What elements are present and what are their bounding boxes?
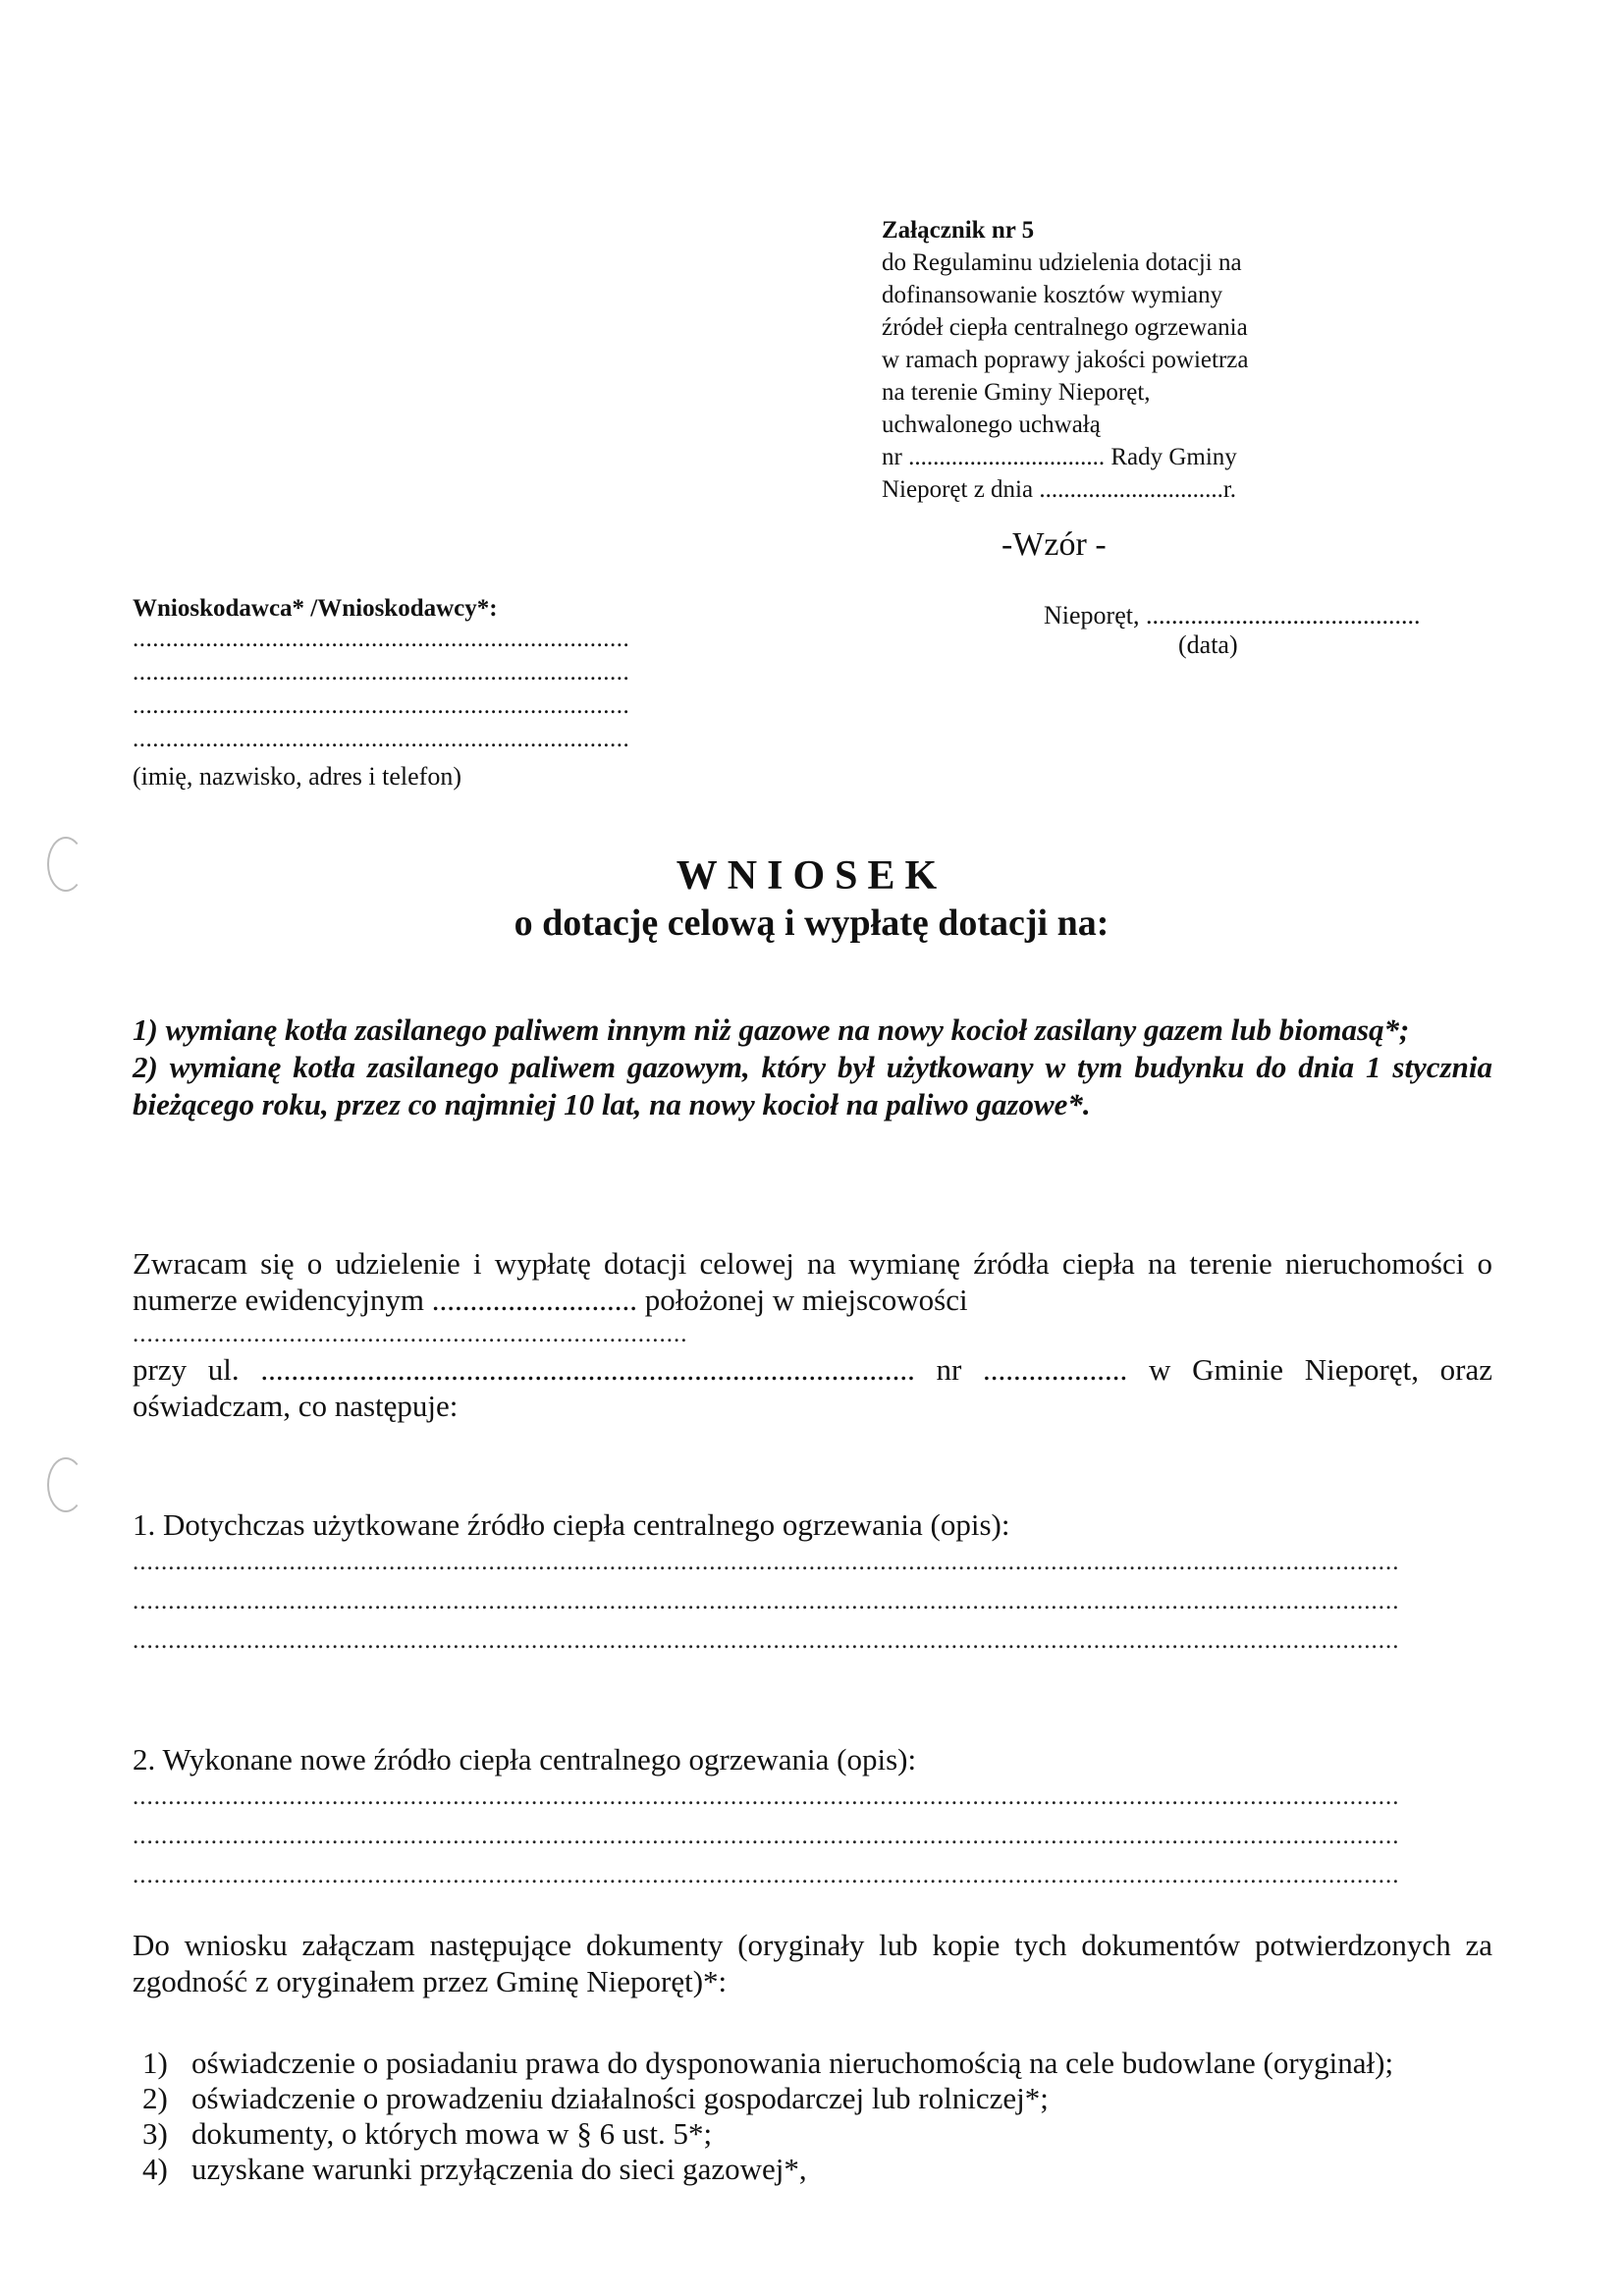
attachment-line: dofinansowanie kosztów wymiany (882, 282, 1223, 308)
document-item: 1) oświadczenie o posiadaniu prawa do dysponowania nieruchomością na cele budowlane (oryginał); (142, 2046, 1394, 2080)
section-current-source (133, 1506, 1492, 1661)
section-heading: 1. Dotychczas użytkowane źródło ciepła centralnego ogrzewania (opis): (133, 1507, 1010, 1542)
request-paragraph (133, 1245, 1492, 1424)
applicant-block (133, 595, 629, 792)
purpose-list (133, 1011, 1492, 1123)
attachment-line: Nieporęt z dnia ..............................r. (882, 476, 1237, 503)
section-dots: .................................................................................................................................................................................. (133, 1862, 1400, 1888)
applicant-heading: Wnioskodawca* /Wnioskodawcy*: (133, 595, 498, 622)
place-date (1044, 601, 1420, 660)
purpose-item: 1) wymianę kotła zasilanego paliwem innym niż gazowe na nowy kocioł zasilany gazem lub biomasą*; (133, 1012, 1410, 1047)
purpose-item: 2) wymianę kotła zasilanego paliwem gazowym, który był użytkowany w tym budynku do dnia 1 stycznia bieżącego roku, przez co najmniej 10 lat, na nowy kocioł na paliwo gazowe*. (133, 1050, 1492, 1121)
attachment-note (882, 214, 1314, 506)
section-dots: .................................................................................................................................................................................. (133, 1588, 1400, 1614)
attachment-line: do Regulaminu udzielenia dotacji na (882, 249, 1242, 276)
date-caption: (data) (1178, 630, 1238, 659)
section-dots: .................................................................................................................................................................................. (133, 1823, 1400, 1849)
request-text: przy ul. ...................................................................................... nr ................... w Gminie Nieporęt, oraz oświadczam, co następuje: (133, 1352, 1492, 1423)
document-item: 2) oświadczenie o prowadzeniu działalności gospodarczej lub rolniczej*; (142, 2081, 1049, 2115)
applicant-caption: (imię, nazwisko, adres i telefon) (133, 762, 461, 791)
template-label: -Wzór - (1001, 526, 1107, 563)
attachment-title: Załącznik nr 5 (882, 217, 1035, 244)
section-dots: .................................................................................................................................................................................. (133, 1783, 1400, 1810)
document-item: 4) uzyskane warunki przyłączenia do sieci gazowej*, (142, 2152, 807, 2186)
applicant-dots: ........................................................................... (133, 726, 630, 752)
section-dots: .................................................................................................................................................................................. (133, 1627, 1400, 1654)
attachment-line: źródeł ciepła centralnego ogrzewania (882, 314, 1248, 341)
applicant-dots: ........................................................................... (133, 692, 630, 719)
document-title: WNIOSEK (676, 853, 947, 899)
attachment-line: w ramach poprawy jakości powietrza (882, 347, 1249, 373)
place-line: Nieporęt, ........................................... (1044, 601, 1421, 629)
attachments-intro: Do wniosku załączam następujące dokumenty (oryginały lub kopie tych dokumentów potwierdzonych za zgodność z oryginałem przez Gminę Nieporęt)*: (133, 1928, 1492, 1998)
section-new-source (133, 1741, 1492, 1895)
section-heading: 2. Wykonane nowe źródło ciepła centralnego ogrzewania (opis): (133, 1742, 917, 1777)
document-item: 3) dokumenty, o których mowa w § 6 ust. 5*; (142, 2116, 713, 2151)
document-subtitle: o dotację celową i wypłatę dotacji na: (514, 902, 1109, 944)
attachment-line: nr ................................ Rady Gminy (882, 444, 1237, 470)
request-dots: .............................................................................. (133, 1321, 688, 1347)
request-text: Zwracam się o udzielenie i wypłatę dotacji celowej na wymianę źródła ciepła na terenie nieruchomości o numerze ewidencyjnym ........................... położonej w miejscowości (133, 1246, 1492, 1317)
punch-hole-mark (47, 1457, 84, 1512)
section-dots: .................................................................................................................................................................................. (133, 1549, 1400, 1575)
applicant-dots: ........................................................................... (133, 659, 630, 685)
documents-list (142, 2046, 1393, 2187)
attachment-line: na terenie Gminy Nieporęt, (882, 379, 1151, 406)
applicant-dots: ........................................................................... (133, 626, 630, 652)
attachment-line: uchwalonego uchwałą (882, 411, 1101, 438)
